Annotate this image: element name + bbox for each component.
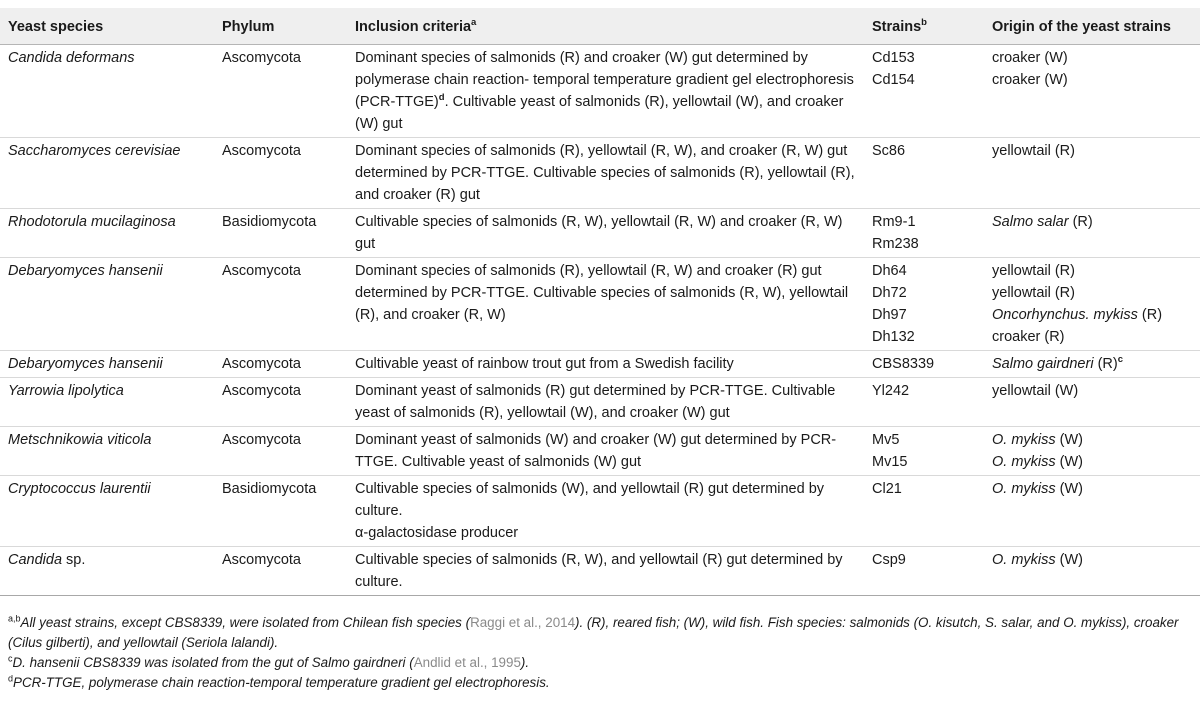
- criteria-cell: Dominant species of salmonids (R) and croaker (W) gut determined by polymerase chain reaction- temporal temperature gradient gel electrophoresis (PCR-TTGE)$^d$. Cultivable yeast of salmonids (R), yellowtail (W), and croaker (W) gut: [347, 45, 864, 138]
- origin-cell: O. mykiss (W): [984, 547, 1200, 596]
- phylum-cell: Basidiomycota: [214, 209, 347, 258]
- phylum-cell: Ascomycota: [214, 258, 347, 351]
- criteria-cell: Cultivable species of salmonids (R, W), and yellowtail (R) gut determined by culture.: [347, 547, 864, 596]
- species-cell: Cryptococcus laurentii: [0, 476, 214, 547]
- header-phylum: Phylum: [214, 8, 347, 45]
- criteria-cell: Dominant species of salmonids (R), yellowtail (R, W) and croaker (R) gut determined by PCR-TTGE. Cultivable species of salmonids (R, W), yellowtail (R), and croaker (R, W): [347, 258, 864, 351]
- species-cell: Candida deformans: [0, 45, 214, 138]
- table-row: [0, 476, 1200, 547]
- criteria-cell: Dominant species of salmonids (R), yellowtail (R, W), and croaker (R, W) gut determined by PCR-TTGE. Cultivable species of salmonids (R), yellowtail (R), and croaker (R) gut: [347, 138, 864, 209]
- header-origin: Origin of the yeast strains: [984, 8, 1200, 45]
- species-cell: Debaryomyces hansenii: [0, 258, 214, 351]
- strains-cell: Sc86: [864, 138, 984, 209]
- phylum-cell: Ascomycota: [214, 547, 347, 596]
- strains-cell: CBS8339: [864, 351, 984, 378]
- origin-cell: Salmo gairdneri $(R)^c$: [984, 351, 1200, 378]
- origin-cell: yellowtail (W): [984, 378, 1200, 427]
- strains-cell: Rm9-1 Rm238: [864, 209, 984, 258]
- citation-link[interactable]: Raggi et al., 2014: [470, 615, 576, 630]
- table-row: [0, 427, 1200, 476]
- table-row: [0, 258, 1200, 351]
- criteria-cell: Cultivable yeast of rainbow trout gut from a Swedish facility: [347, 351, 864, 378]
- strains-cell: Yl242: [864, 378, 984, 427]
- species-cell: Rhodotorula mucilaginosa: [0, 209, 214, 258]
- species-cell: Yarrowia lipolytica: [0, 378, 214, 427]
- table-row: [0, 138, 1200, 209]
- header-strains: Strains$^b$: [864, 8, 984, 45]
- criteria-cell: Cultivable species of salmonids (R, W), yellowtail (R, W) and croaker (R, W) gut: [347, 209, 864, 258]
- species-cell: Saccharomyces cerevisiae: [0, 138, 214, 209]
- table-row: [0, 351, 1200, 378]
- species-cell: Metschnikowia viticola: [0, 427, 214, 476]
- phylum-cell: Ascomycota: [214, 378, 347, 427]
- strains-cell: Dh64 Dh72 Dh97 Dh132: [864, 258, 984, 351]
- table-row: [0, 209, 1200, 258]
- footnote-c: $^c$D. hansenii CBS8339 was isolated from the gut of Salmo gairdneri (Andlid et al., 1995).: [8, 653, 530, 670]
- table-footnotes: [8, 613, 1194, 693]
- yeast-table: [0, 8, 1200, 596]
- citation-link[interactable]: Andlid et al., 1995: [413, 655, 521, 670]
- strains-cell: Mv5 Mv15: [864, 427, 984, 476]
- header-row: [0, 8, 1200, 45]
- table-row: [0, 378, 1200, 427]
- criteria-cell: Cultivable species of salmonids (W), and yellowtail (R) gut determined by culture. α-galactosidase producer: [347, 476, 864, 547]
- origin-cell: O. mykiss (W) O. mykiss (W): [984, 427, 1200, 476]
- header-species: Yeast species: [0, 8, 214, 45]
- footnote-d: $^d$PCR-TTGE, polymerase chain reaction-temporal temperature gradient gel electrophoresis.: [8, 673, 550, 690]
- phylum-cell: Ascomycota: [214, 427, 347, 476]
- origin-cell: croaker (W) croaker (W): [984, 45, 1200, 138]
- phylum-cell: Ascomycota: [214, 351, 347, 378]
- criteria-cell: Dominant yeast of salmonids (R) gut determined by PCR-TTGE. Cultivable yeast of salmonids (R), yellowtail (W), and croaker (W) gut: [347, 378, 864, 427]
- footnote-ab: $^{a,b}$All yeast strains, except CBS8339, were isolated from Chilean fish species (Raggi et al., 2014). (R), reared fish; (W), wild fish. Fish species: salmonids (O. kisutch, S. salar, and O. mykiss), croaker (Cilus gilberti), and yellowtail (Seriola lalandi).: [8, 613, 1179, 650]
- origin-cell: yellowtail (R): [984, 138, 1200, 209]
- origin-cell: O. mykiss (W): [984, 476, 1200, 547]
- strains-cell: Cl21: [864, 476, 984, 547]
- strains-cell: Csp9: [864, 547, 984, 596]
- strains-cell: Cd153 Cd154: [864, 45, 984, 138]
- table-row: [0, 45, 1200, 138]
- criteria-cell: Dominant yeast of salmonids (W) and croaker (W) gut determined by PCR-TTGE. Cultivable yeast of salmonids (W) gut: [347, 427, 864, 476]
- origin-cell: Salmo salar (R): [984, 209, 1200, 258]
- phylum-cell: Ascomycota: [214, 138, 347, 209]
- phylum-cell: Ascomycota: [214, 45, 347, 138]
- species-cell: Candida sp.: [0, 547, 214, 596]
- phylum-cell: Basidiomycota: [214, 476, 347, 547]
- species-cell: Debaryomyces hansenii: [0, 351, 214, 378]
- origin-cell: yellowtail (R) yellowtail (R) Oncorhynchus. mykiss (R) croaker (R): [984, 258, 1200, 351]
- header-criteria: Inclusion criteria$^a$: [347, 8, 864, 45]
- table-row: [0, 547, 1200, 596]
